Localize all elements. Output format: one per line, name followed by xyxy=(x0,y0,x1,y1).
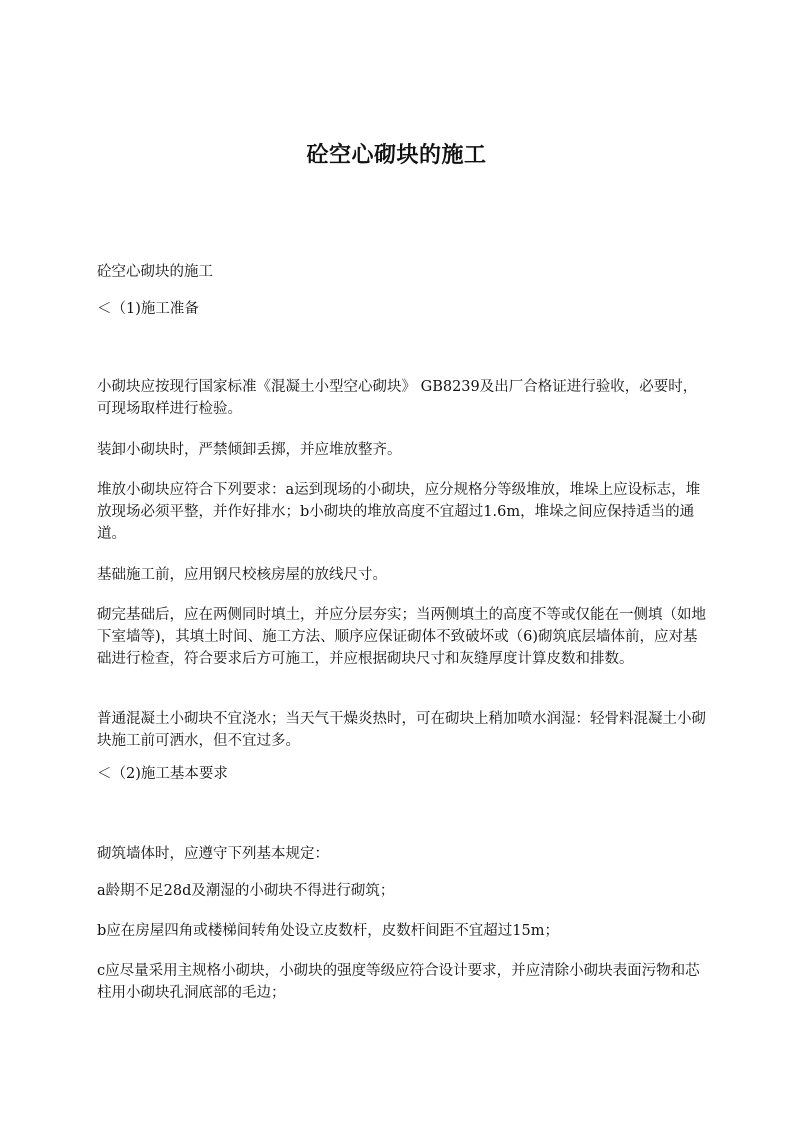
paragraph-foundation-check: 基础施工前，应用钢尺校核房屋的放线尺寸。 xyxy=(97,567,387,583)
paragraph-subtitle: 砼空心砌块的施工 xyxy=(97,264,213,280)
paragraph-stacking: 堆放小砌块应符合下列要求：a运到现场的小砌块，应分规格分等级堆放，堆垛上应设标志，堆放现场必须平整，并作好排水；b小砌块的堆放高度不宜超过1.6m，堆垛之间应保持适当的通道。 xyxy=(97,482,701,542)
list-item-b: b应在房屋四角或楼梯间转角处设立皮数杆，皮数杆间距不宜超过15m； xyxy=(97,923,559,939)
section-heading-preparation: ＜（1)施工准备 xyxy=(97,301,199,317)
list-item-c: c应尽量采用主规格小砌块，小砌块的强度等级应符合设计要求，并应清除小砌块表面污物和芯柱用小砌块孔洞底部的毛边； xyxy=(97,963,700,1001)
document-title: 砼空心砌块的施工 xyxy=(306,142,487,168)
paragraph-basic-rules: 砌筑墙体时，应遵守下列基本规定： xyxy=(97,846,329,862)
section-heading-basic-requirements: ＜（2)施工基本要求 xyxy=(97,766,228,782)
paragraph-acceptance: 小砌块应按现行国家标准《混凝土小型空心砌块》 GB8239及出厂合格证进行验收，必要时，可现场取样进行检验。 xyxy=(97,379,698,417)
paragraph-backfill: 砌完基础后，应在两侧同时填土，并应分层夯实；当两侧填土的高度不等或仅能在一侧填（如地下室墙等)，其填土时间、施工方法、顺序应保证砌体不致破坏或（6)砌筑底层墙体前，应对基础进行检查，符合要求后方可施工，并应根据砌块尺寸和灰缝厚度计算皮数和排数。 xyxy=(97,607,706,667)
paragraph-handling: 装卸小砌块时，严禁倾卸丢掷，并应堆放整齐。 xyxy=(97,442,402,458)
paragraph-watering: 普通混凝土小砌块不宜浇水；当天气干燥炎热时，可在砌块上稍加喷水润湿：轻骨料混凝土小砌块施工前可洒水，但不宜过多。 xyxy=(97,711,706,749)
list-item-a: a龄期不足28d及潮湿的小砌块不得进行砌筑； xyxy=(97,883,395,899)
